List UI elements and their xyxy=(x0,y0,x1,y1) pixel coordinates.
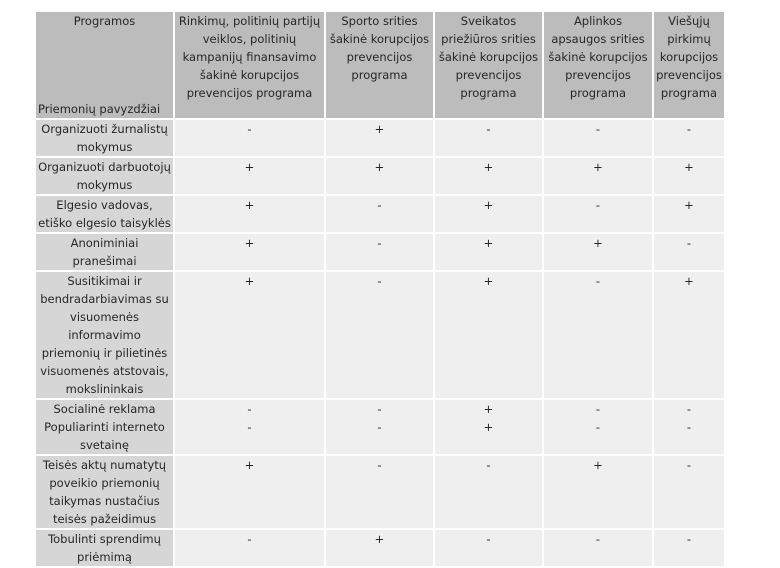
table-row xyxy=(36,456,724,528)
table-cell: - xyxy=(544,272,652,398)
cell-value: - xyxy=(247,402,252,416)
header-row xyxy=(36,12,724,118)
cell-value: - xyxy=(595,420,601,434)
table-cell: + xyxy=(175,272,324,398)
table-cell: - xyxy=(435,120,542,156)
measure-label: Organizuoti žurnalistų mokymus xyxy=(36,120,173,156)
measure-label xyxy=(36,400,173,454)
cell-value: - xyxy=(377,402,382,416)
cell-value: - xyxy=(595,402,601,416)
table-cell: - xyxy=(544,196,652,232)
measure-label: Tobulinti sprendimų priėmimą xyxy=(36,530,173,566)
cell-value: + xyxy=(483,402,494,416)
measure-label: Susitikimai ir bendradarbiavimas su visuomenės informavimo priemonių ir pilietinės visuomenės atstovais, mokslininkais xyxy=(36,272,173,398)
table-row xyxy=(36,158,724,194)
measure-label-line: Socialinė reklama xyxy=(53,402,156,416)
program-column-header: Rinkimų, politinių partijų veiklos, politinių kampanijų finansavimo šakinė korupcijos prevencijos programa xyxy=(175,12,324,118)
program-column-header: Sporto srities šakinė korupcijos prevencijos programa xyxy=(326,12,433,118)
table-cell: - xyxy=(326,196,433,232)
table-cell: - xyxy=(175,530,324,566)
measure-examples-header: Priemonių pavyzdžiai xyxy=(38,102,161,116)
table-cell: + xyxy=(435,158,542,194)
program-column-header: Viešųjų pirkimų korupcijos prevencijos programa xyxy=(654,12,724,118)
table-cell xyxy=(544,400,652,454)
table-row xyxy=(36,272,724,398)
table-cell: - xyxy=(544,530,652,566)
table-cell xyxy=(435,400,542,454)
program-column-header: Sveikatos priežiūros srities šakinė korupcijos prevencijos programa xyxy=(435,12,542,118)
table-cell: + xyxy=(175,234,324,270)
table-cell: - xyxy=(435,456,542,528)
table-row xyxy=(36,400,724,454)
measure-label-line: Populiarinti interneto svetainę xyxy=(44,420,165,452)
table-cell: + xyxy=(435,272,542,398)
programs-header: Programos xyxy=(73,14,136,28)
table-cell: + xyxy=(544,158,652,194)
table-cell: + xyxy=(544,456,652,528)
programs-measures-table xyxy=(34,10,726,568)
table-row xyxy=(36,196,724,232)
table-cell: - xyxy=(654,530,724,566)
table-cell: - xyxy=(326,456,433,528)
cell-value: + xyxy=(483,420,494,434)
cell-value: - xyxy=(686,420,692,434)
corner-header-cell xyxy=(36,12,173,118)
table-cell: + xyxy=(175,196,324,232)
table-cell: + xyxy=(326,530,433,566)
table-cell xyxy=(175,400,324,454)
table-cell: - xyxy=(654,120,724,156)
table-cell xyxy=(326,400,433,454)
table-cell: - xyxy=(654,234,724,270)
table-cell: - xyxy=(326,234,433,270)
measure-label: Anoniminiai pranešimai xyxy=(36,234,173,270)
table-row xyxy=(36,234,724,270)
table-cell xyxy=(654,400,724,454)
table-cell: + xyxy=(175,456,324,528)
table-row xyxy=(36,530,724,566)
table-cell: - xyxy=(435,530,542,566)
program-column-header: Aplinkos apsaugos srities šakinė korupcijos prevencijos programa xyxy=(544,12,652,118)
cell-value: - xyxy=(686,402,692,416)
table-cell: + xyxy=(654,272,724,398)
table-cell: - xyxy=(544,120,652,156)
table-row xyxy=(36,120,724,156)
table-cell: + xyxy=(435,234,542,270)
table-cell: + xyxy=(544,234,652,270)
table-cell: + xyxy=(326,120,433,156)
cell-value: - xyxy=(377,420,382,434)
table-cell: + xyxy=(175,158,324,194)
cell-value: - xyxy=(247,420,252,434)
table-cell: + xyxy=(435,196,542,232)
table-cell: + xyxy=(326,158,433,194)
table-cell: + xyxy=(654,158,724,194)
table-cell: - xyxy=(654,456,724,528)
table-cell: + xyxy=(654,196,724,232)
table-cell: - xyxy=(175,120,324,156)
measure-label: Organizuoti darbuotojų mokymus xyxy=(36,158,173,194)
table-cell: - xyxy=(326,272,433,398)
measure-label: Teisės aktų numatytų poveikio priemonių taikymas nustačius teisės pažeidimus xyxy=(36,456,173,528)
measure-label: Elgesio vadovas, etiško elgesio taisyklės xyxy=(36,196,173,232)
